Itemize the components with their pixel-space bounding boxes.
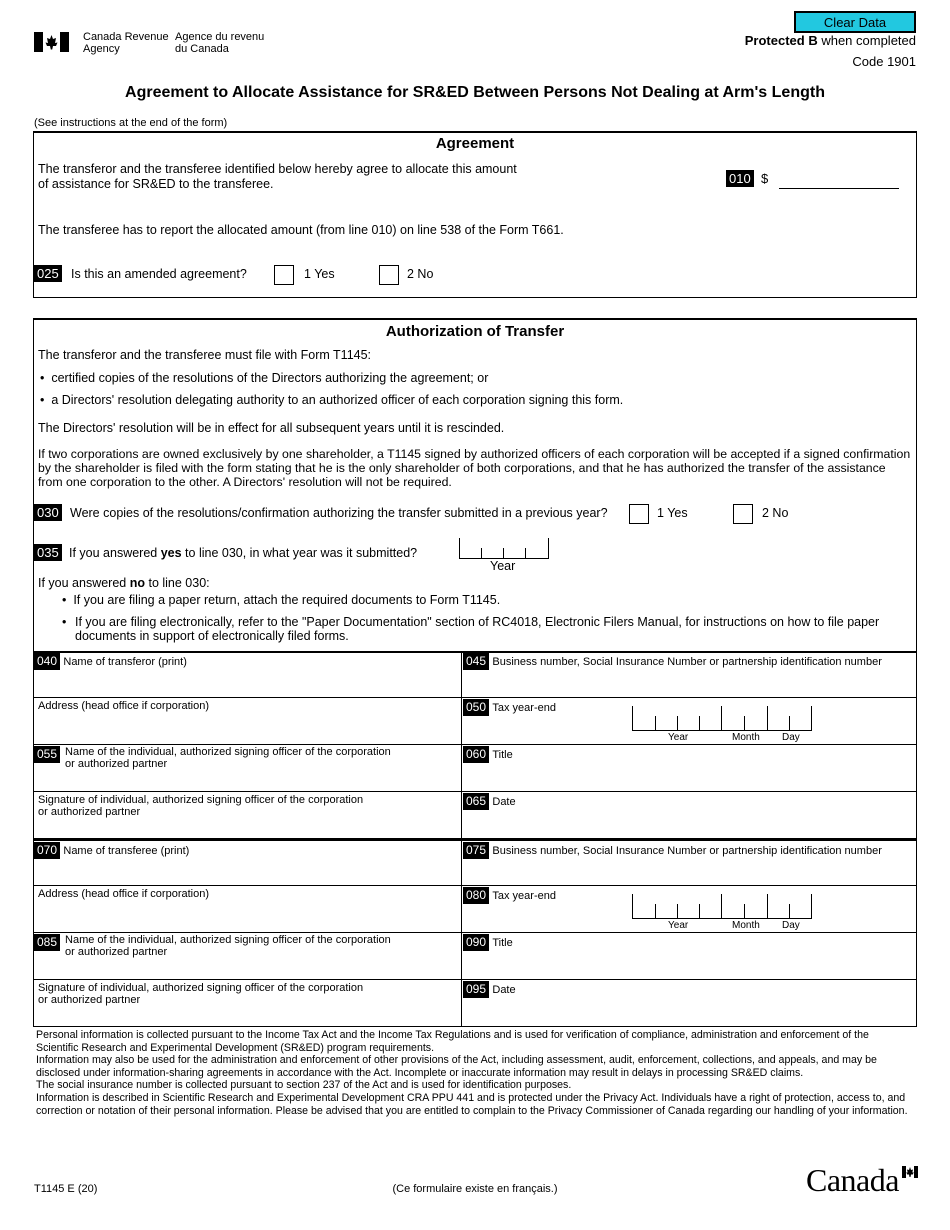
form-identifier: T1145 E (20)	[34, 1183, 98, 1195]
year-050-label: Year	[668, 732, 689, 743]
field-060[interactable]: 060 Title	[463, 746, 513, 763]
field-transferor-signature[interactable]: Signature of individual, authorized signing officer of the corporation or authorized partner	[38, 794, 364, 818]
line-030-number: 030	[34, 504, 62, 521]
agency-name-en: Canada Revenue Agency	[83, 31, 169, 55]
month-050-label: Month	[732, 732, 760, 743]
tax-year-end-050-input[interactable]	[632, 706, 812, 731]
canada-wordmark: Canada	[806, 1160, 918, 1200]
day-050-label: Day	[782, 732, 800, 743]
protected-b-notice: Protected B when completed	[744, 33, 916, 48]
day-080-label: Day	[782, 920, 800, 931]
field-055[interactable]: 055 Name of the individual, authorized signing officer of the corporation or authorized partner	[34, 746, 391, 770]
field-095[interactable]: 095 Date	[463, 981, 516, 998]
field-040[interactable]: 040 Name of transferor (print)	[34, 653, 187, 670]
field-050[interactable]: 050 Tax year-end	[463, 699, 556, 716]
agreement-heading: Agreement	[435, 135, 515, 152]
field-transferor-address[interactable]: Address (head office if corporation)	[38, 700, 209, 712]
french-notice: (Ce formulaire existe en français.)	[392, 1183, 558, 1195]
field-090[interactable]: 090 Title	[463, 934, 513, 951]
field-080[interactable]: 080 Tax year-end	[463, 887, 556, 904]
amended-no-label: 2 No	[407, 267, 434, 281]
submitted-year-question: If you answered yes to line 030, in what year was it submitted?	[69, 546, 418, 560]
agency-name-fr: Agence du revenu du Canada	[175, 31, 265, 55]
if-no-intro: If you answered no to line 030:	[38, 576, 210, 590]
auth-single-shareholder: If two corporations are owned exclusively by one shareholder, a T1145 signed by authorized officers of each corporation will be accepted if a signed confirmation by the shareholder is filed with the form stating that he is the only shareholder of both corporations, and that he has authorized the transfer of the assistance from one corporation to the other. A Directors' resolution will not be required.	[38, 447, 911, 489]
previous-year-no-label: 2 No	[762, 506, 789, 520]
see-instructions: (See instructions at the end of the form)	[34, 117, 228, 129]
previous-year-yes-label: 1 Yes	[657, 506, 688, 520]
field-045[interactable]: 045 Business number, Social Insurance Number or partnership identification number	[463, 653, 882, 670]
previous-year-question: Were copies of the resolutions/confirmation authorizing the transfer submitted in a previous year?	[70, 506, 608, 520]
line-035-number: 035	[34, 544, 62, 561]
field-transferee-signature[interactable]: Signature of individual, authorized signing officer of the corporation or authorized partner	[38, 982, 364, 1006]
amended-no-checkbox[interactable]	[379, 265, 399, 285]
previous-year-yes-checkbox[interactable]	[629, 504, 649, 524]
auth-bullet-2: • a Directors' resolution delegating authority to an authorized officer of each corporation signing this form.	[40, 393, 624, 407]
clear-data-button[interactable]: Clear Data	[794, 11, 916, 33]
year-035-input[interactable]	[459, 538, 549, 559]
tax-year-end-080-input[interactable]	[632, 894, 812, 919]
page-title: Agreement to Allocate Assistance for SR&ED Between Persons Not Dealing at Arm's Length	[125, 84, 825, 101]
auth-rescinded: The Directors' resolution will be in effect for all subsequent years until it is rescinded.	[38, 421, 505, 435]
dollar-sign: $	[761, 171, 769, 186]
field-065[interactable]: 065 Date	[463, 793, 516, 810]
privacy-notice: Personal information is collected pursuant to the Income Tax Act and the Income Tax Regulations and is used for verification of compliance, administration and enforcement of the Scientific Research and Experimental Development (SR&ED) program requirements. Information may also be used for the administration and enforcement of other provisions of the Act, including assessment, audit, enforcement, collections, and appeals, and may be disclosed under information-sharing agreements in accordance with the Act. Incomplete or inaccurate information may result in delays in processing SR&ED claims. The social insurance number is collected pursuant to section 237 of the Act and is used for identification purposes. Information is described in Scientific Research and Experimental Development CRA PPU 441 and is protected under the Privacy Act. Individuals have a right of protection, access to, and correction or notation of their personal information. Please be advised that you are entitled to complain to the Privacy Commissioner of Canada regarding our handling of your information.	[36, 1029, 908, 1117]
amended-yes-label: 1 Yes	[304, 267, 335, 281]
form-code: Code 1901	[852, 54, 916, 69]
year-035-label: Year	[490, 559, 516, 573]
field-075[interactable]: 075 Business number, Social Insurance Number or partnership identification number	[463, 842, 882, 859]
line-025-number: 025	[34, 265, 62, 282]
field-085[interactable]: 085 Name of the individual, authorized signing officer of the corporation or authorized partner	[34, 934, 391, 958]
agreement-text: The transferor and the transferee identified below hereby agree to allocate this amount of assistance for SR&ED to the transferee.	[38, 162, 517, 191]
auth-intro: The transferor and the transferee must file with Form T1145:	[38, 348, 372, 362]
authorization-heading: Authorization of Transfer	[385, 323, 565, 340]
year-080-label: Year	[668, 920, 689, 931]
amount-010-input[interactable]	[779, 173, 899, 189]
if-no-paper: • If you are filing a paper return, attach the required documents to Form T1145.	[62, 593, 501, 607]
if-no-electronic: • If you are filing electronically, refer to the "Paper Documentation" section of RC4018, Electronic Filers Manual, for instructions on how to file paper documents in support of electronically filed forms.	[62, 615, 880, 643]
previous-year-no-checkbox[interactable]	[733, 504, 753, 524]
field-070[interactable]: 070 Name of transferee (print)	[34, 842, 189, 859]
amended-question: Is this an amended agreement?	[71, 267, 247, 281]
report-instruction: The transferee has to report the allocated amount (from line 010) on line 538 of the Form T661.	[38, 223, 564, 237]
field-transferee-address[interactable]: Address (head office if corporation)	[38, 888, 209, 900]
amended-yes-checkbox[interactable]	[274, 265, 294, 285]
line-010-number: 010	[726, 170, 754, 187]
auth-bullet-1: • certified copies of the resolutions of the Directors authorizing the agreement; or	[40, 371, 489, 385]
canada-flag-logo	[34, 32, 69, 52]
month-080-label: Month	[732, 920, 760, 931]
